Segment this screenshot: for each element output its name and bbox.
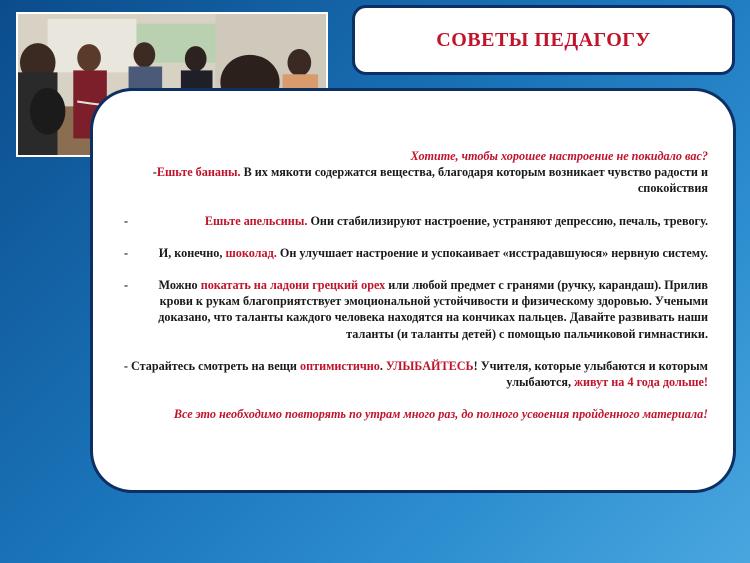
title-banner bbox=[352, 5, 735, 75]
closing-note: Все это необходимо повторять по утрам много раз, до полного усвоения пройденного материала! bbox=[173, 407, 708, 422]
tip-bananas-highlight: Ешьте бананы. bbox=[156, 165, 241, 180]
tip-bananas: -Ешьте бананы. В их мякоти содержатся вещества, благодаря которым возникает чувство радости и спокойствия bbox=[152, 165, 708, 196]
page-title: СОВЕТЫ ПЕДАГОГУ bbox=[436, 28, 651, 51]
tips-text bbox=[118, 148, 708, 422]
tip-chocolate: - И, конечно, шоколад. Он улучшает настроение и успокаивает «исстрадавшуюся» нервную систему. bbox=[124, 245, 708, 260]
tip-walnut: - Можно покатать на ладони грецкий орех или любой предмет с гранями (ручку, карандаш). Прилив крови к рукам благоприятствует эмоциональной устойчивости и физическому здоровью. Учеными доказано, что таланты каждого человека находятся на кончиках пальцев. Давайте развивать наши таланты (и таланты детей) с помощью пальчиковой гимнастики. bbox=[124, 278, 708, 341]
intro-question: Хотите, чтобы хорошее настроение не покидало вас? bbox=[410, 149, 708, 163]
tip-oranges-highlight: Ешьте апельсины. bbox=[204, 213, 308, 228]
tip-smile: - Старайтесь смотреть на вещи оптимистично. УЛЫБАЙТЕСЬ! Учителя, которые улыбаются и которым улыбаются, живут на 4 года дольше! bbox=[123, 358, 708, 390]
tip-chocolate-highlight: шоколад. bbox=[225, 245, 277, 260]
tip-oranges: - Ешьте апельсины. Они стабилизируют настроение, устраняют депрессию, печаль, тревогу. bbox=[124, 213, 708, 228]
tip-walnut-highlight: покатать на ладони грецкий орех bbox=[200, 278, 386, 293]
